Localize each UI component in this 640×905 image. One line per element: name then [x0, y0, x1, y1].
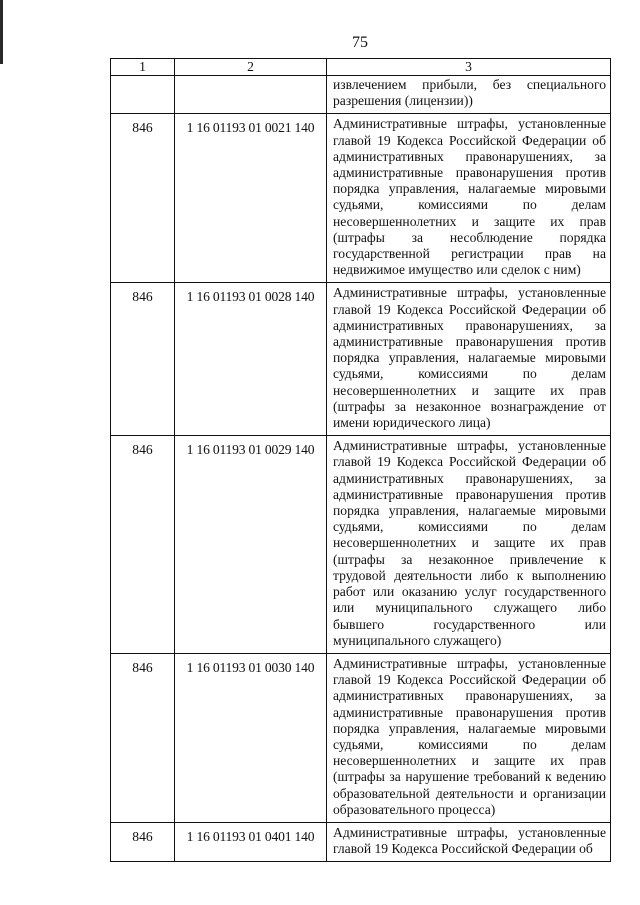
admin-code-cell: 846	[111, 822, 175, 861]
description-cell: Административные штрафы, установленные главой 19 Кодекса Российской Федерации об административных правонарушениях, за административные правонарушения против порядка управления, налагаемые мировыми судьями, комиссиями по делам несовершеннолетних и защите их прав (штрафы за несоблюдение порядка государственной регистрации прав на недвижимое имущество или сделок с ним)	[327, 114, 611, 283]
description-cell: извлечением прибыли, без специального разрешения (лицензии))	[327, 76, 611, 114]
admin-code-cell: 846	[111, 283, 175, 436]
kbk-code-cell: 1 16 01193 01 0028 140	[175, 283, 327, 436]
admin-code-cell: 846	[111, 653, 175, 822]
kbk-code-cell: 1 16 01193 01 0030 140	[175, 653, 327, 822]
scan-edge-mark	[0, 0, 3, 64]
kbk-code-cell	[175, 76, 327, 114]
table-header-row	[111, 59, 611, 76]
kbk-code-cell: 1 16 01193 01 0401 140	[175, 822, 327, 861]
column-header-3: 3	[327, 59, 611, 76]
admin-code-cell: 846	[111, 114, 175, 283]
kbk-code-cell: 1 16 01193 01 0021 140	[175, 114, 327, 283]
column-header-2: 2	[175, 59, 327, 76]
description-cell: Административные штрафы, установленные главой 19 Кодекса Российской Федерации об	[327, 822, 611, 861]
description-cell: Административные штрафы, установленные главой 19 Кодекса Российской Федерации об административных правонарушениях, за административные правонарушения против порядка управления, налагаемые мировыми судьями, комиссиями по делам несовершеннолетних и защите их прав (штрафы за нарушение требований к ведению образовательной деятельности и организации образовательного процесса)	[327, 653, 611, 822]
column-header-1: 1	[111, 59, 175, 76]
budget-classification-table	[110, 58, 611, 862]
table-row	[111, 653, 611, 822]
table-row	[111, 283, 611, 436]
page-number: 75	[352, 34, 368, 51]
description-cell: Административные штрафы, установленные главой 19 Кодекса Российской Федерации об административных правонарушениях, за административные правонарушения против порядка управления, налагаемые мировыми судьями, комиссиями по делам несовершеннолетних и защите их прав (штрафы за незаконное привлечение к трудовой деятельности либо к выполнению работ или оказанию услуг государственного или муниципального служащего либо бывшего государственного или муниципального служащего)	[327, 436, 611, 654]
table-row	[111, 114, 611, 283]
kbk-code-cell: 1 16 01193 01 0029 140	[175, 436, 327, 654]
table-row	[111, 822, 611, 861]
admin-code-cell	[111, 76, 175, 114]
table-row	[111, 436, 611, 654]
description-cell: Административные штрафы, установленные главой 19 Кодекса Российской Федерации об административных правонарушениях, за административные правонарушения против порядка управления, налагаемые мировыми судьями, комиссиями по делам несовершеннолетних и защите их прав (штрафы за незаконное вознаграждение от имени юридического лица)	[327, 283, 611, 436]
table-row	[111, 76, 611, 114]
admin-code-cell: 846	[111, 436, 175, 654]
